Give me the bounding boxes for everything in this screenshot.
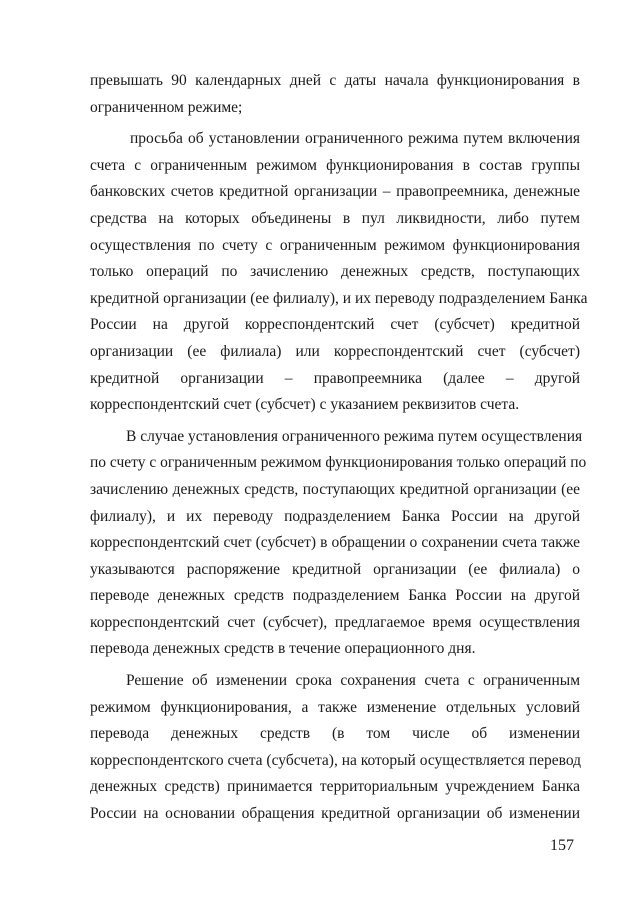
text-line: банковских счетов кредитной организации – правопреемника, денежные [90, 183, 580, 201]
text-line: корреспондентского счета (субсчета), на который осуществляется перевод [90, 751, 582, 769]
text-line: России на основании обращения кредитной организации об изменении [90, 805, 580, 823]
text-line: перевода денежных средств (в том числе об изменении [90, 725, 580, 743]
text-line: филиалу), и их переводу подразделением Банка России на другой [90, 507, 580, 525]
text-line: счета с ограниченным режимом функционирования в состав группы [90, 156, 580, 174]
text-line: кредитной организации (ее филиалу), и их переводу подразделением Банка [90, 289, 588, 307]
text-line: корреспондентский счет (субсчет), предлагаемое время осуществления [90, 613, 580, 631]
text-line: по счету с ограниченным режимом функционирования только операций по [90, 454, 587, 472]
document-body [90, 68, 588, 828]
paragraph-restricted-mode [90, 424, 587, 663]
text-line: превышать 90 календарных дней с даты начала функционирования в [90, 72, 580, 89]
text-line: указываются распоряжение кредитной организации (ее филиала) о [90, 560, 580, 578]
text-line: просьба об установлении ограниченного режима путем включения [130, 130, 580, 148]
text-line: режимом функционирования, а также изменение отдельных условий [90, 698, 580, 716]
text-line: средства на которых объединены в пул ликвидности, либо путем [90, 209, 580, 227]
text-line: организации (ее филиала) или корреспондентский счет (субсчет) [90, 342, 580, 360]
text-line: денежных средств) принимается территориальным учреждением Банка [90, 778, 580, 796]
text-line: осуществления по счету с ограниченным режимом функционирования [90, 236, 580, 254]
page-number: 157 [550, 837, 574, 854]
text-line: России на другой корреспондентский счет (субсчет) кредитной [90, 316, 580, 334]
paragraph-term-limit [90, 68, 580, 121]
text-line: корреспондентский счет (субсчет) в обращении о сохранении счета также [90, 534, 580, 552]
text-line: только операций по зачислению денежных средств, поступающих [90, 263, 580, 281]
text-line: В случае установления ограниченного режима путем осуществления [126, 427, 583, 445]
text-line: переводе денежных средств подразделением Банка России на другой [90, 587, 580, 605]
paragraph-decision [90, 668, 580, 828]
text-line: перевода денежных средств в течение операционного дня. [90, 640, 476, 658]
paragraph-request [90, 126, 588, 419]
text-line: ограниченном режиме; [90, 98, 243, 116]
text-line: зачислению денежных средств, поступающих кредитной организации (ее [90, 480, 580, 498]
text-line: Решение об изменении срока сохранения счета с ограниченным [126, 672, 580, 690]
text-line: корреспондентский счет (субсчет) с указанием реквизитов счета. [90, 396, 520, 414]
text-line: кредитной организации – правопреемника (далее – другой [90, 369, 580, 387]
